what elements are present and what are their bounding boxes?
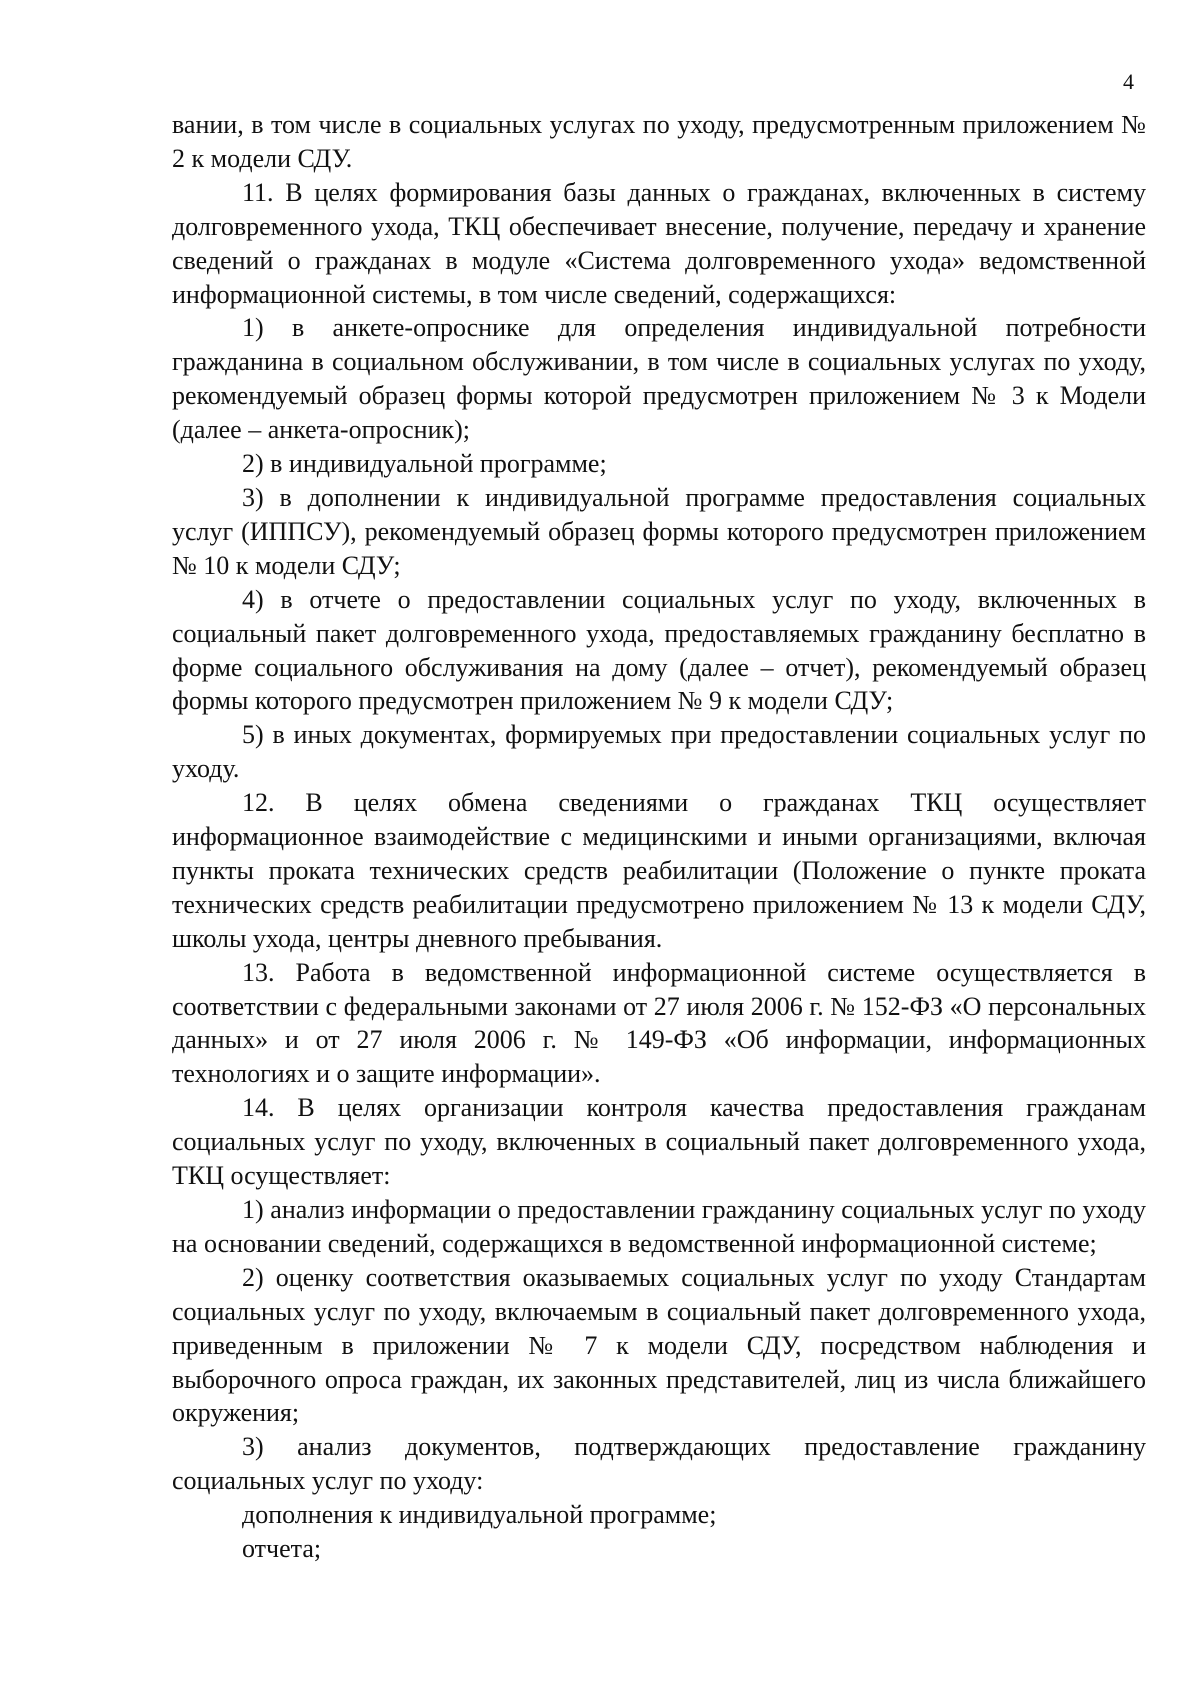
paragraph-clause-13: 13. Работа в ведомственной информационной системе осуществляется в соответствии с федеральными законами от 27 июля 2006 г. № 152-ФЗ «О персональных данных» и от 27 июля 2006 г. № 149-ФЗ «Об информации, информационных технологиях и о защите информации». bbox=[172, 957, 1146, 1089]
document-body bbox=[172, 108, 1146, 1566]
paragraph-clause-14-item-3: 3) анализ документов, подтверждающих предоставление гражданину социальных услуг по уходу: bbox=[172, 1432, 1146, 1496]
paragraph-clause-11-item-5: 5) в иных документах, формируемых при предоставлении социальных услуг по уходу. bbox=[172, 720, 1146, 784]
page-number: 4 bbox=[1123, 69, 1134, 94]
paragraph-clause-14-item-2: 2) оценку соответствия оказываемых социальных услуг по уходу Стандартам социальных услуг по уходу, включаемым в социальный пакет долговременного ухода, приведенным в приложении № 7 к модели СДУ, посредством наблюдения и выборочного опроса граждан, их законных представителей, лиц из числа ближайшего окружения; bbox=[172, 1262, 1146, 1428]
paragraph-clause-14-item-3-sub-1: дополнения к индивидуальной программе; bbox=[242, 1500, 717, 1530]
paragraph-clause-11-item-1: 1) в анкете-опроснике для определения индивидуальной потребности гражданина в социальном обслуживании, в том числе в социальных услугах по уходу, рекомендуемый образец формы которой предусмотрен приложением № 3 к Модели (далее – анкета-опросник); bbox=[172, 313, 1146, 445]
paragraph-clause-11-item-3: 3) в дополнении к индивидуальной программе предоставления социальных услуг (ИППСУ), рекомендуемый образец формы которого предусмотрен приложением № 10 к модели СДУ; bbox=[172, 482, 1146, 580]
paragraph-clause-11-item-4: 4) в отчете о предоставлении социальных услуг по уходу, включенных в социальный пакет долговременного ухода, предоставляемых гражданину бесплатно в форме социального обслуживания на дому (далее – отчет), рекомендуемый образец формы которого предусмотрен приложением № 9 к модели СДУ; bbox=[172, 584, 1146, 716]
paragraph-clause-14-item-1: 1) анализ информации о предоставлении гражданину социальных услуг по уходу на основании сведений, содержащихся в ведомственной информационной системе; bbox=[172, 1195, 1146, 1258]
paragraph-clause-11-item-2: 2) в индивидуальной программе; bbox=[242, 449, 607, 479]
paragraph-clause-14: 14. В целях организации контроля качества предоставления гражданам социальных услуг по уходу, включенных в социальный пакет долговременного ухода, ТКЦ осуществляет: bbox=[172, 1093, 1146, 1191]
paragraph-continuation: вании, в том числе в социальных услугах по уходу, предусмотренным приложением № 2 к модели СДУ. bbox=[172, 110, 1146, 173]
paragraph-clause-12: 12. В целях обмена сведениями о гражданах ТКЦ осуществляет информационное взаимодействие с медицинскими и иными организациями, включая пункты проката технических средств реабилитации (Положение о пункте проката технических средств реабилитации предусмотрено приложением № 13 к модели СДУ, школы ухода, центры дневного пребывания. bbox=[172, 788, 1146, 953]
paragraph-clause-11: 11. В целях формирования базы данных о гражданах, включенных в систему долговременного ухода, ТКЦ обеспечивает внесение, получение, передачу и хранение сведений о гражданах в модуле «Система долговременного ухода» ведомственной информационной системы, в том числе сведений, содержащихся: bbox=[172, 177, 1146, 309]
paragraph-clause-14-item-3-sub-2: отчета; bbox=[242, 1534, 322, 1564]
